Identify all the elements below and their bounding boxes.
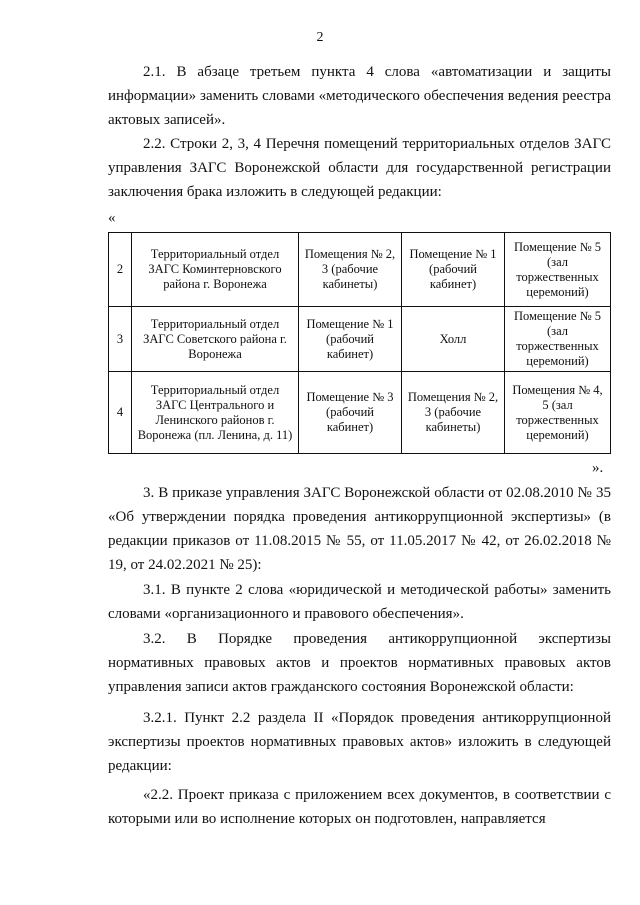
premises-cell: Помещение № 1 (рабочий кабинет) <box>402 233 505 307</box>
quote-close: ». <box>592 460 604 476</box>
quote-open: « <box>108 210 116 226</box>
row-number: 3 <box>109 307 132 372</box>
premises-cell: Помещение № 1 (рабочий кабинет) <box>299 307 402 372</box>
paragraph-3-1: 3.1. В пункте 2 слова «юридической и методической работы» заменить словами «организационного и правового обеспечения». <box>108 582 611 622</box>
department-cell: Территориальный отдел ЗАГС Центрального и Ленинского районов г. Воронежа (пл. Ленина, д. 11) <box>132 372 299 454</box>
premises-cell: Помещения № 2, 3 (рабочие кабинеты) <box>402 372 505 454</box>
row-number: 2 <box>109 233 132 307</box>
ceremony-hall-cell: Помещение № 5 (зал торжественных церемоний) <box>505 233 611 307</box>
paragraph-2-2-new: «2.2. Проект приказа с приложением всех документов, в соответствии с которыми или во исполнение которых он подготовлен, направляется <box>108 787 611 827</box>
table-row <box>109 372 611 454</box>
department-cell: Территориальный отдел ЗАГС Коминтерновского района г. Воронежа <box>132 233 299 307</box>
paragraph-2-2: 2.2. Строки 2, 3, 4 Перечня помещений территориальных отделов ЗАГС управления ЗАГС Воронежской области для государственной регистрации заключения брака изложить в следующей редакции: <box>108 136 611 200</box>
paragraph-3-2: 3.2. В Порядке проведения антикоррупционной экспертизы нормативных правовых актов и проектов нормативных правовых актов управления записи актов гражданского состояния Воронежской области: <box>108 631 611 695</box>
table-row <box>109 233 611 307</box>
premises-table <box>108 232 611 454</box>
table-row <box>109 307 611 372</box>
department-cell: Территориальный отдел ЗАГС Советского района г. Воронежа <box>132 307 299 372</box>
paragraph-2-1: 2.1. В абзаце третьем пункта 4 слова «автоматизации и защиты информации» заменить словами «методического обеспечения ведения реестра актовых записей». <box>108 64 611 128</box>
paragraph-3: 3. В приказе управления ЗАГС Воронежской области от 02.08.2010 № 35 «Об утверждении порядка проведения антикоррупционной экспертизы» (в редакции приказов от 11.08.2015 № 55, от 11.05.2017 № 42, от 26.02.2018 № 19, от 24.02.2021 № 25): <box>108 485 611 573</box>
ceremony-hall-cell: Помещение № 5 (зал торжественных церемоний) <box>505 307 611 372</box>
premises-cell: Помещение № 3 (рабочий кабинет) <box>299 372 402 454</box>
paragraph-3-2-1: 3.2.1. Пункт 2.2 раздела II «Порядок проведения антикоррупционной экспертизы проектов нормативных правовых актов» изложить в следующей редакции: <box>108 710 611 774</box>
page-number: 2 <box>316 30 324 45</box>
premises-cell: Холл <box>402 307 505 372</box>
ceremony-hall-cell: Помещения № 4, 5 (зал торжественных церемоний) <box>505 372 611 454</box>
row-number: 4 <box>109 372 132 454</box>
premises-cell: Помещения № 2, 3 (рабочие кабинеты) <box>299 233 402 307</box>
